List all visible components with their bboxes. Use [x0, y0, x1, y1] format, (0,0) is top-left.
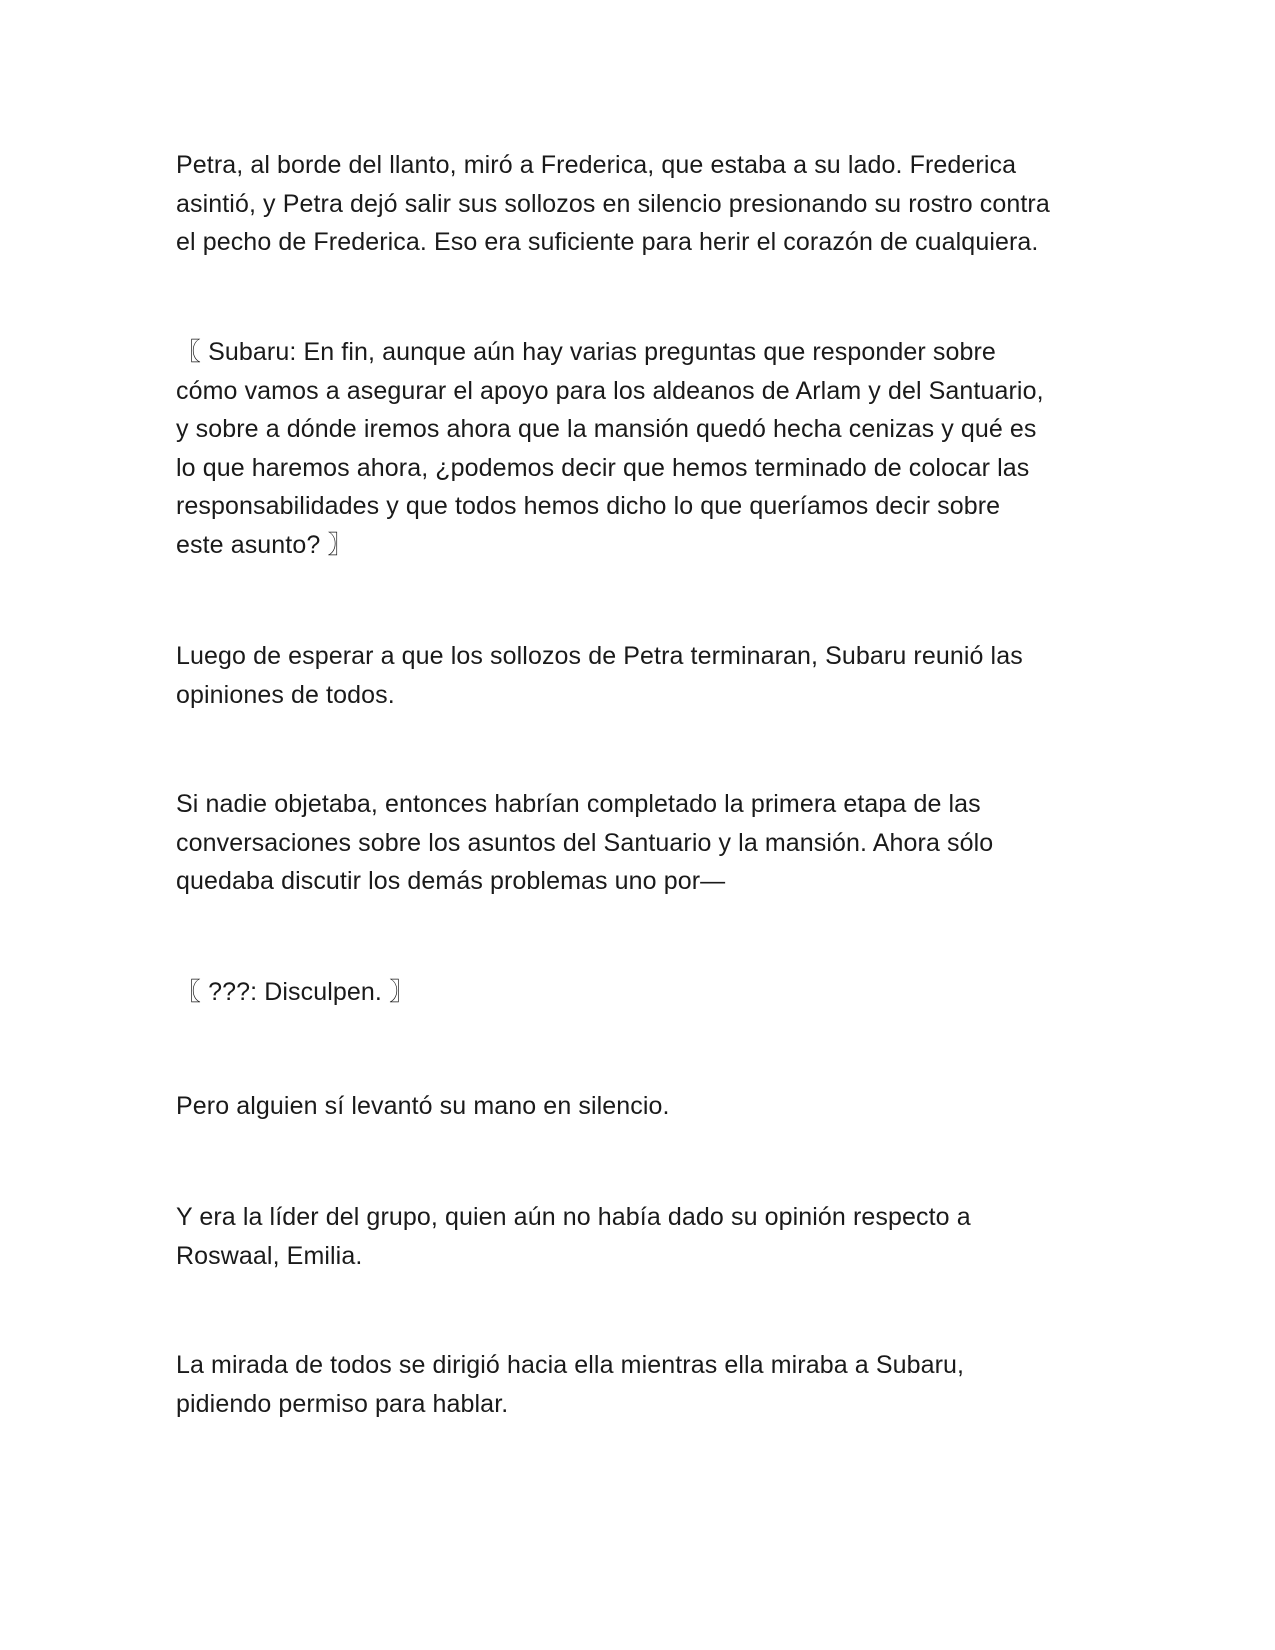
- paragraph-first-stage: Si nadie objetaba, entonces habrían completado la primera etapa de las conversaciones sobre los asuntos del Santuario y la mansión. Ahora sólo quedaba discutir los demás problemas uno por—: [176, 790, 994, 895]
- paragraph-petra-cries: Petra, al borde del llanto, miró a Frederica, que estaba a su lado. Frederica asintió, y Petra dejó salir sus sollozos en silencio presionando su rostro contra el pecho de Frederica. Eso era suficiente para herir el corazón de cualquiera.: [176, 151, 1050, 256]
- paragraph-raised-hand: Pero alguien sí levantó su mano en silencio.: [176, 1092, 670, 1120]
- dialogue-subaru: 〖 Subaru: En fin, aunque aún hay varias preguntas que responder sobre cómo vamos a asegurar el apoyo para los aldeanos de Arlam y del Santuario, y sobre a dónde iremos ahora que la mansión quedó hecha cenizas y qué es lo que haremos ahora, ¿podemos decir que hemos terminado de colocar las responsabilidades y que todos hemos dicho lo que queríamos decir sobre este asunto? 〗: [176, 338, 1044, 559]
- paragraph-subaru-gathers-opinions: Luego de esperar a que los sollozos de Petra terminaran, Subaru reunió las opiniones de todos.: [176, 642, 1023, 709]
- paragraph-everyone-looks: La mirada de todos se dirigió hacia ella mientras ella miraba a Subaru, pidiendo permiso para hablar.: [176, 1351, 965, 1418]
- paragraph-emilia-leader: Y era la líder del grupo, quien aún no había dado su opinión respecto a Roswaal, Emilia.: [176, 1203, 971, 1270]
- dialogue-unknown-speaker: 〖 ???: Disculpen. 〗: [176, 978, 415, 1006]
